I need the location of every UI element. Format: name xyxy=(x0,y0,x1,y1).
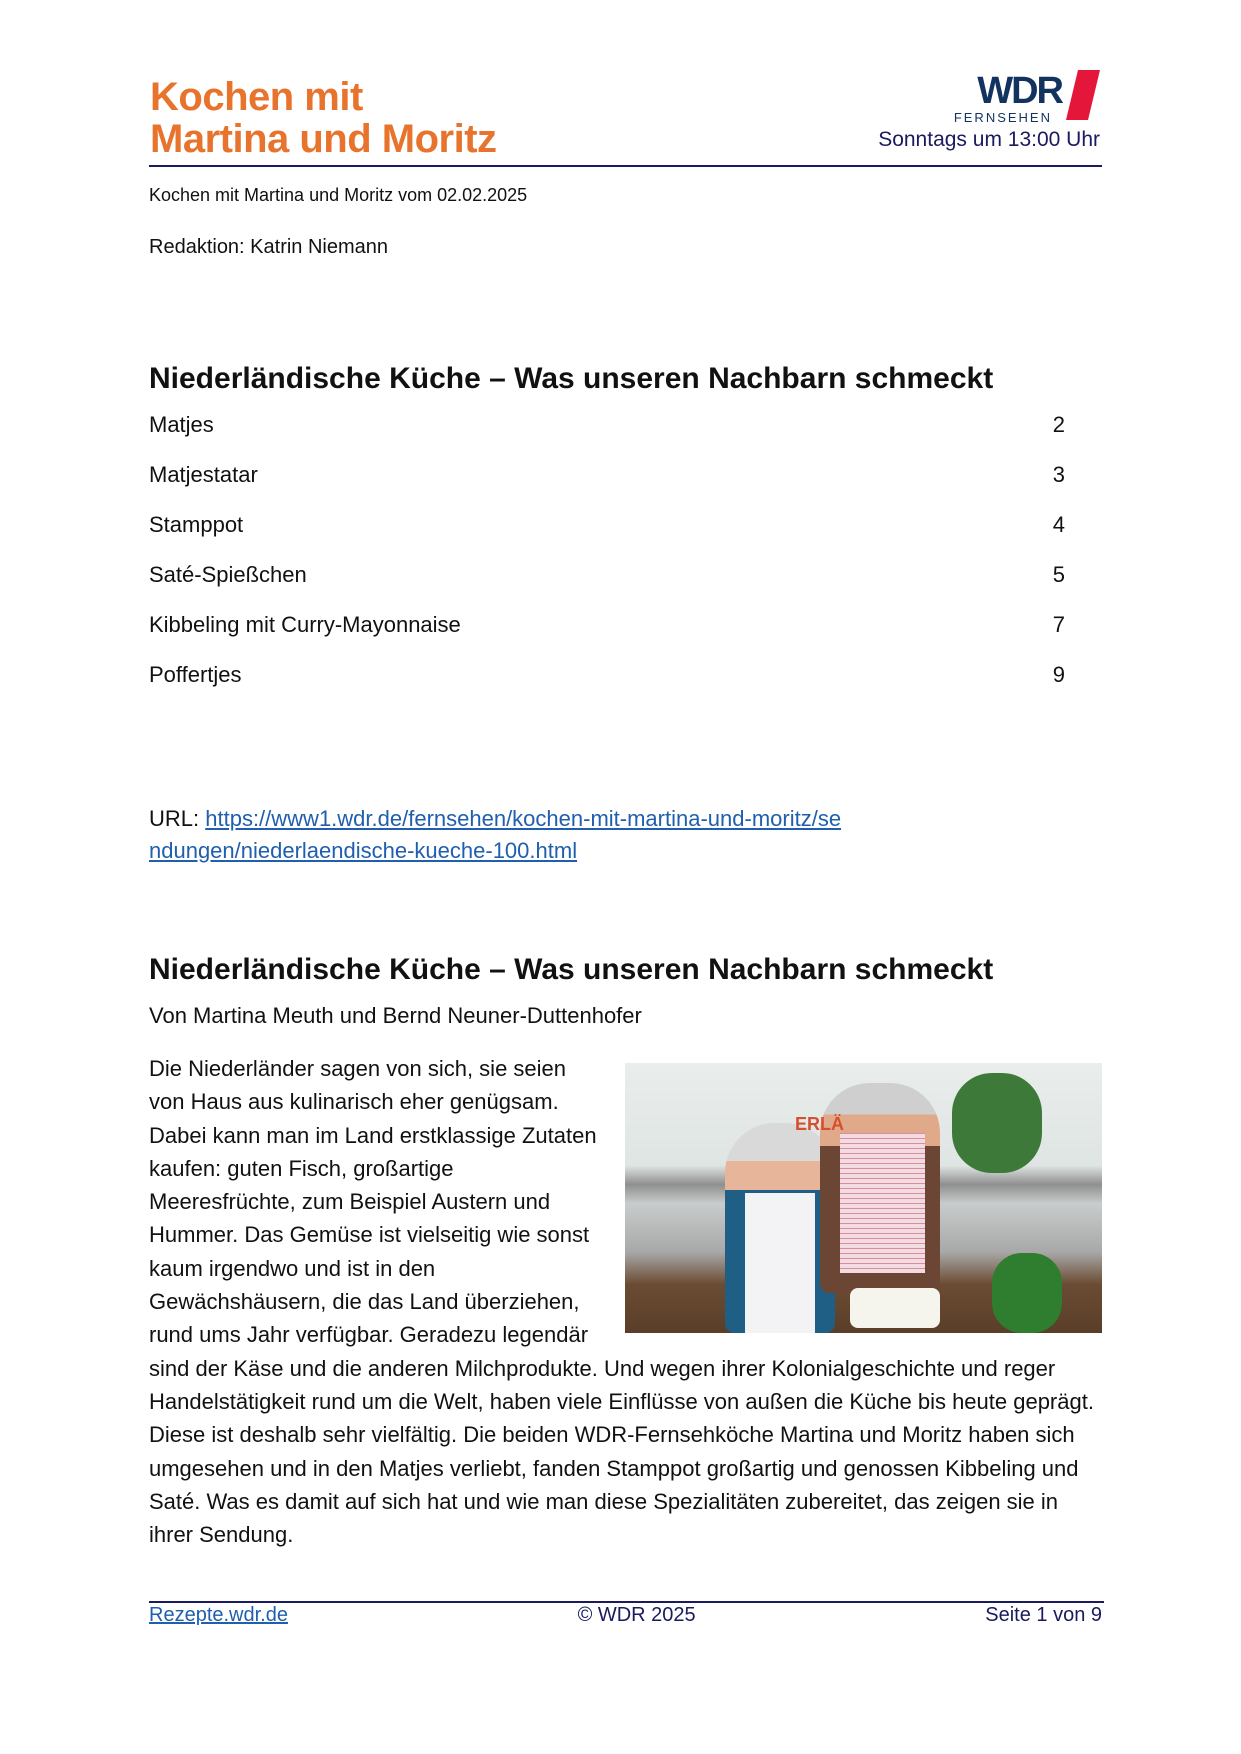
recipes-site-link[interactable]: Rezepte.wdr.de xyxy=(149,1604,288,1626)
footer-rule xyxy=(149,1601,1104,1603)
photo-plants xyxy=(952,1073,1042,1173)
toc-item-page: 2 xyxy=(1052,412,1065,437)
header-rule xyxy=(149,165,1102,167)
toc-item[interactable] xyxy=(149,412,1065,438)
toc-item-label: Matjestatar xyxy=(149,462,258,487)
wdr-fernsehen-logo xyxy=(842,68,1102,158)
article-body-text: Die Niederländer sagen von sich, sie seien von Haus aus kulinarisch eher genügsam. Dabei kann man im Land erstklassige Zutaten kaufen: guten Fisch, großartige Meeresfrüchte, zum Beispiel Austern und Hummer. Das Gemüse ist vielseitig wie sonst kaum irgendwo und ist in den Gewächshäusern, die das Land überziehen, rund ums Jahr verfügbar. Geradezu legendär sind der Käse und die anderen Milchprodukte. Und wegen ihrer Kolonialgeschichte und reger Handelstätigkeit rund um die Welt, haben viele Einflüsse von außen die Küche bis heute geprägt. Diese ist deshalb sehr vielfältig. Die beiden WDR-Fernsehköche Martina und Moritz haben sich umgesehen und in den Matjes verliebt, fanden Stamppot großartig und genossen Kibbeling und Saté. Was es damit auf sich hat und wie man diese Spezialitäten zubereitet, das zeigen sie in ihrer Sendung. xyxy=(149,1056,1094,1548)
toc-item-label: Poffertjes xyxy=(149,662,242,687)
toc-item[interactable] xyxy=(149,462,1065,488)
toc-item-page: 9 xyxy=(1052,662,1065,687)
toc-item[interactable] xyxy=(149,612,1065,638)
page-indicator: Seite 1 von 9 xyxy=(985,1604,1102,1626)
toc-item[interactable] xyxy=(149,512,1065,538)
photo-apron-moritz xyxy=(840,1133,925,1273)
url-label: URL: xyxy=(149,806,206,831)
toc-item-label: Kibbeling mit Curry-Mayonnaise xyxy=(149,612,461,637)
toc-title: Niederländische Küche – Was unseren Nachbarn schmeckt xyxy=(149,362,994,395)
copyright: © WDR 2025 xyxy=(577,1604,696,1626)
source-url-link[interactable]: https://www1.wdr.de/fernsehen/kochen-mit-martina-und-moritz/sendungen/niederlaendische-kueche-100.html xyxy=(149,806,842,863)
toc-item-page: 7 xyxy=(1052,612,1065,637)
page-footer xyxy=(149,1604,1102,1627)
toc-item-page: 4 xyxy=(1052,512,1065,537)
photo-sign-text: ERLÄ xyxy=(795,1114,844,1134)
hosts-kitchen-photo xyxy=(625,1063,1102,1333)
airtime-label: Sonntags um 13:00 Uhr xyxy=(878,128,1100,151)
editor-line: Redaktion: Katrin Niemann xyxy=(149,236,389,258)
photo-apron-martina xyxy=(745,1193,815,1333)
article-body xyxy=(149,1052,1102,1551)
photo-greens xyxy=(992,1253,1062,1333)
show-title-line2: Martina und Moritz xyxy=(150,117,497,161)
article-byline: Von Martina Meuth und Bernd Neuner-Duttenhofer xyxy=(149,1003,642,1028)
wdr-slash-icon xyxy=(1066,70,1100,120)
article-title: Niederländische Küche – Was unseren Nachbarn schmeckt xyxy=(149,953,994,986)
toc-item-label: Stamppot xyxy=(149,512,244,537)
toc-item-page: 3 xyxy=(1052,462,1065,487)
toc-item-label: Saté-Spießchen xyxy=(149,562,307,587)
wdr-fernsehen-label: FERNSEHEN xyxy=(953,110,1052,125)
photo-stamppot-bowl xyxy=(850,1288,940,1328)
toc-item-page: 5 xyxy=(1052,562,1065,587)
show-logo xyxy=(150,76,497,160)
show-title-line1: Kochen mit xyxy=(150,75,363,119)
toc-item-label: Matjes xyxy=(149,412,214,437)
toc-item[interactable] xyxy=(149,662,1065,688)
episode-date-line: Kochen mit Martina und Moritz vom 02.02.2025 xyxy=(149,185,528,205)
toc-item[interactable] xyxy=(149,562,1065,588)
wdr-wordmark: WDR xyxy=(977,70,1062,112)
source-url xyxy=(149,803,849,867)
